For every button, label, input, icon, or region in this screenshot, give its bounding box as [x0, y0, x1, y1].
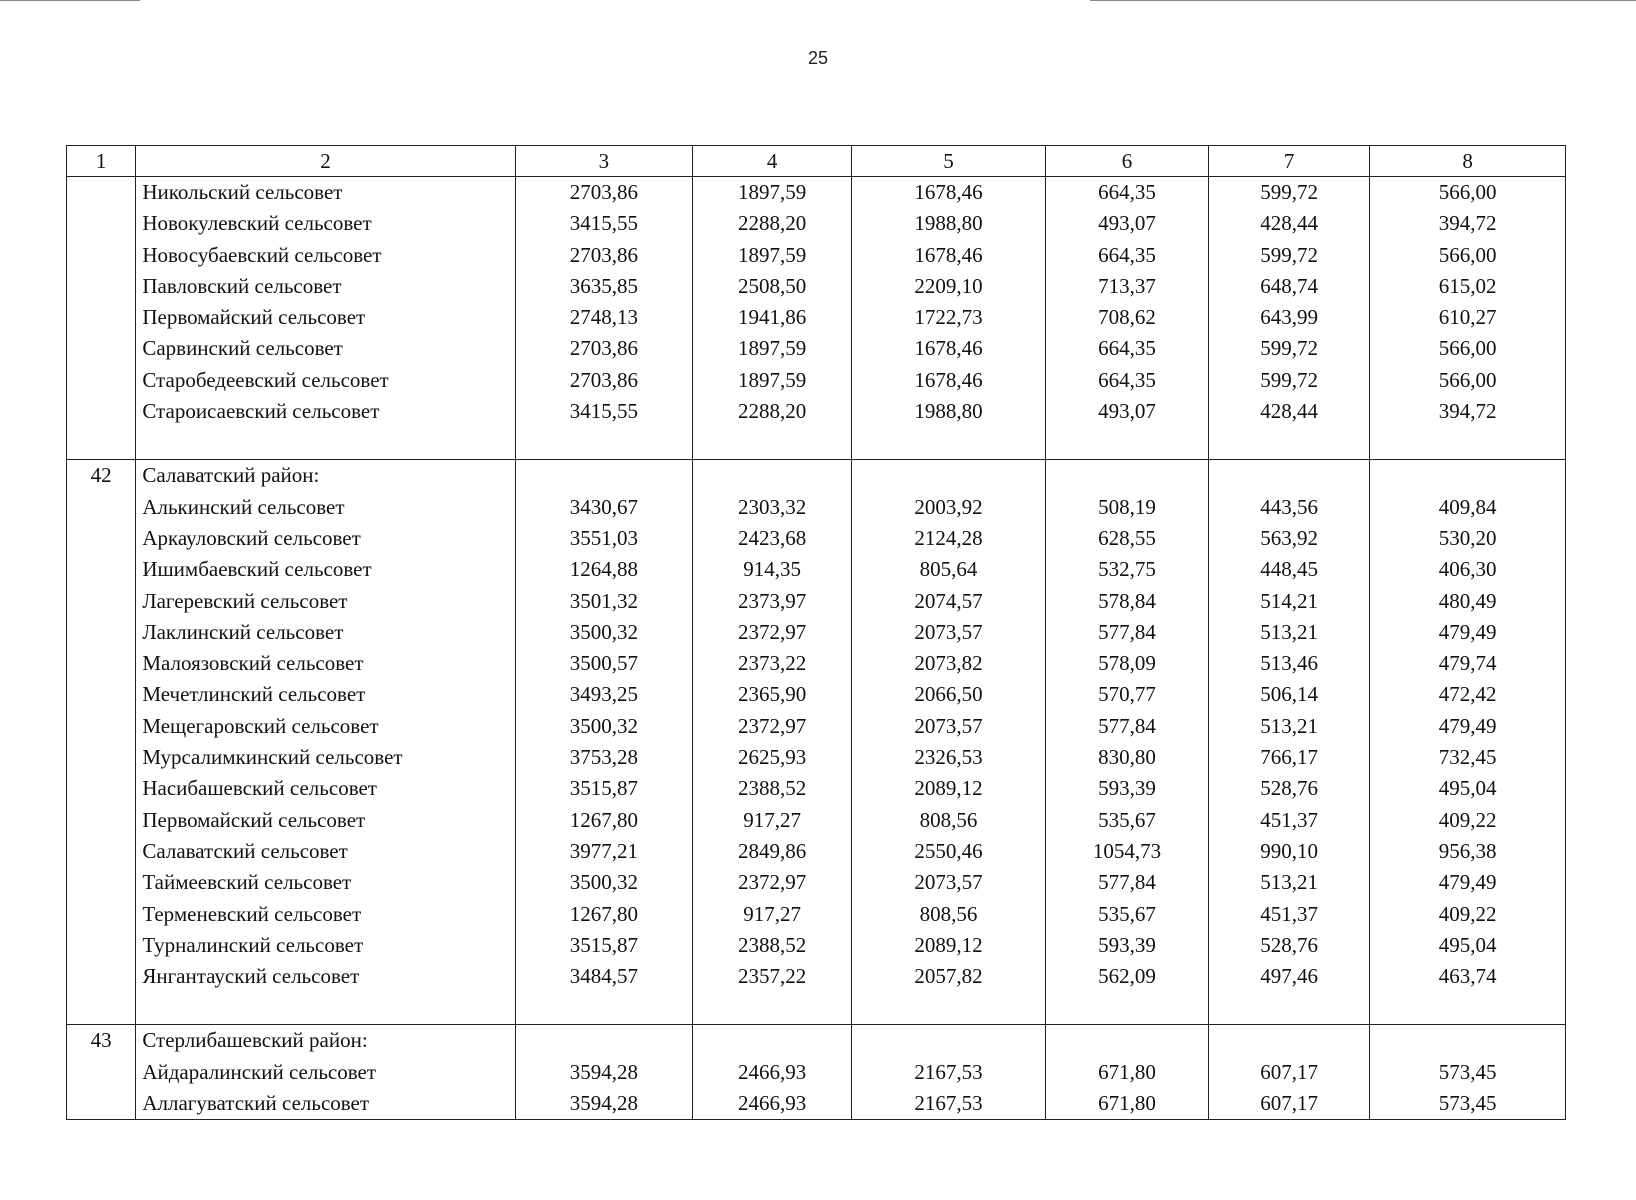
- value-col-6: 493,07: [1045, 396, 1208, 427]
- value-col-3: 1267,80: [515, 899, 692, 930]
- empty-cell: [1209, 427, 1370, 460]
- section-index: 42: [67, 460, 136, 492]
- value-col-5: 2167,53: [852, 1057, 1046, 1088]
- value-col-8: 394,72: [1370, 396, 1566, 427]
- value-col-7: 513,21: [1209, 617, 1370, 648]
- table-row: [67, 208, 1566, 239]
- empty-cell: [852, 427, 1046, 460]
- value-col-4: 1897,59: [693, 240, 852, 271]
- value-col-3: 3515,87: [515, 930, 692, 961]
- settlement-name: Староисаевский сельсовет: [136, 396, 515, 427]
- value-col-4: 1897,59: [693, 333, 852, 364]
- settlement-name: Насибашевский сельсовет: [136, 773, 515, 804]
- value-col-7: 514,21: [1209, 586, 1370, 617]
- value-col-5: 2124,28: [852, 523, 1046, 554]
- value-col-3: 3594,28: [515, 1088, 692, 1120]
- value-col-5: 1678,46: [852, 177, 1046, 209]
- row-index-cell: [67, 586, 136, 617]
- empty-cell: [1209, 1025, 1370, 1057]
- value-col-3: 2703,86: [515, 240, 692, 271]
- row-index-cell: [67, 899, 136, 930]
- value-col-7: 607,17: [1209, 1088, 1370, 1120]
- value-col-3: 3500,32: [515, 711, 692, 742]
- empty-cell: [1209, 460, 1370, 492]
- empty-cell: [1209, 992, 1370, 1025]
- value-col-6: 664,35: [1045, 333, 1208, 364]
- value-col-4: 2849,86: [693, 836, 852, 867]
- empty-cell: [67, 427, 136, 460]
- value-col-4: 2625,93: [693, 742, 852, 773]
- value-col-7: 648,74: [1209, 271, 1370, 302]
- row-index-cell: [67, 805, 136, 836]
- value-col-7: 599,72: [1209, 365, 1370, 396]
- value-col-3: 3500,57: [515, 648, 692, 679]
- column-header-8: 8: [1370, 146, 1566, 177]
- settlement-name: Аллагуватский сельсовет: [136, 1088, 515, 1120]
- value-col-7: 563,92: [1209, 523, 1370, 554]
- column-header-4: 4: [693, 146, 852, 177]
- row-index-cell: [67, 554, 136, 585]
- table-row: [67, 836, 1566, 867]
- settlement-name: Павловский сельсовет: [136, 271, 515, 302]
- value-col-8: 495,04: [1370, 773, 1566, 804]
- value-col-6: 671,80: [1045, 1057, 1208, 1088]
- table-row: [67, 899, 1566, 930]
- table-row: [67, 177, 1566, 209]
- section-title: Стерлибашевский район:: [136, 1025, 515, 1057]
- table-row: [67, 773, 1566, 804]
- value-col-5: 1722,73: [852, 302, 1046, 333]
- table-row: [67, 961, 1566, 992]
- value-col-4: 2466,93: [693, 1057, 852, 1088]
- settlement-name: Мечетлинский сельсовет: [136, 679, 515, 710]
- value-col-4: 1897,59: [693, 365, 852, 396]
- empty-cell: [693, 1025, 852, 1057]
- row-index-cell: [67, 271, 136, 302]
- value-col-3: 1264,88: [515, 554, 692, 585]
- value-col-5: 808,56: [852, 805, 1046, 836]
- table-row: [67, 930, 1566, 961]
- value-col-7: 428,44: [1209, 208, 1370, 239]
- value-col-3: 3493,25: [515, 679, 692, 710]
- value-col-6: 562,09: [1045, 961, 1208, 992]
- value-col-8: 615,02: [1370, 271, 1566, 302]
- value-col-3: 2748,13: [515, 302, 692, 333]
- value-col-8: 956,38: [1370, 836, 1566, 867]
- value-col-5: 2209,10: [852, 271, 1046, 302]
- settlement-name: Старобедеевский сельсовет: [136, 365, 515, 396]
- value-col-3: 3594,28: [515, 1057, 692, 1088]
- value-col-7: 607,17: [1209, 1057, 1370, 1088]
- settlement-name: Малоязовский сельсовет: [136, 648, 515, 679]
- value-col-4: 2303,32: [693, 492, 852, 523]
- value-col-8: 573,45: [1370, 1088, 1566, 1120]
- settlement-name: Мурсалимкинский сельсовет: [136, 742, 515, 773]
- value-col-7: 990,10: [1209, 836, 1370, 867]
- value-col-4: 2288,20: [693, 396, 852, 427]
- row-index-cell: [67, 523, 136, 554]
- row-index-cell: [67, 396, 136, 427]
- empty-cell: [1370, 1025, 1566, 1057]
- value-col-8: 566,00: [1370, 240, 1566, 271]
- row-index-cell: [67, 867, 136, 898]
- value-col-7: 599,72: [1209, 333, 1370, 364]
- row-index-cell: [67, 333, 136, 364]
- settlement-name: Лагеревский сельсовет: [136, 586, 515, 617]
- value-col-8: 406,30: [1370, 554, 1566, 585]
- row-index-cell: [67, 208, 136, 239]
- value-col-3: 3753,28: [515, 742, 692, 773]
- value-col-4: 1941,86: [693, 302, 852, 333]
- value-col-5: 2074,57: [852, 586, 1046, 617]
- settlement-name: Первомайский сельсовет: [136, 805, 515, 836]
- row-index-cell: [67, 302, 136, 333]
- row-index-cell: [67, 365, 136, 396]
- value-col-6: 593,39: [1045, 930, 1208, 961]
- settlement-name: Новосубаевский сельсовет: [136, 240, 515, 271]
- settlement-name: Ишимбаевский сельсовет: [136, 554, 515, 585]
- value-col-4: 2466,93: [693, 1088, 852, 1120]
- value-col-3: 3551,03: [515, 523, 692, 554]
- table-row: [67, 271, 1566, 302]
- table-row: [67, 333, 1566, 364]
- value-col-5: 1678,46: [852, 365, 1046, 396]
- settlement-name: Таймеевский сельсовет: [136, 867, 515, 898]
- row-index-cell: [67, 177, 136, 209]
- value-col-7: 643,99: [1209, 302, 1370, 333]
- value-col-3: 3415,55: [515, 208, 692, 239]
- value-col-4: 917,27: [693, 899, 852, 930]
- value-col-4: 2423,68: [693, 523, 852, 554]
- value-col-6: 508,19: [1045, 492, 1208, 523]
- column-header-3: 3: [515, 146, 692, 177]
- value-col-4: 2288,20: [693, 208, 852, 239]
- value-col-3: 3635,85: [515, 271, 692, 302]
- value-col-8: 472,42: [1370, 679, 1566, 710]
- settlement-name: Янгантауский сельсовет: [136, 961, 515, 992]
- value-col-3: 3500,32: [515, 867, 692, 898]
- value-col-6: 830,80: [1045, 742, 1208, 773]
- settlement-name: Сарвинский сельсовет: [136, 333, 515, 364]
- value-col-5: 2073,82: [852, 648, 1046, 679]
- row-index-cell: [67, 648, 136, 679]
- scan-edge-line-right: [1090, 0, 1636, 1]
- value-col-8: 566,00: [1370, 177, 1566, 209]
- empty-cell: [136, 427, 515, 460]
- value-col-6: 535,67: [1045, 805, 1208, 836]
- table-row: [67, 586, 1566, 617]
- value-col-5: 2073,57: [852, 617, 1046, 648]
- section-title-row: [67, 460, 1566, 492]
- value-col-4: 2388,52: [693, 930, 852, 961]
- table-row: [67, 1088, 1566, 1120]
- value-col-8: 479,49: [1370, 617, 1566, 648]
- value-col-5: 2326,53: [852, 742, 1046, 773]
- value-col-3: 2703,86: [515, 365, 692, 396]
- empty-cell: [1045, 460, 1208, 492]
- value-col-6: 578,09: [1045, 648, 1208, 679]
- empty-cell: [852, 1025, 1046, 1057]
- empty-cell: [852, 460, 1046, 492]
- value-col-7: 528,76: [1209, 773, 1370, 804]
- data-table: [66, 145, 1566, 1120]
- settlement-name: Мещегаровский сельсовет: [136, 711, 515, 742]
- settlement-name: Терменевский сельсовет: [136, 899, 515, 930]
- empty-cell: [1370, 427, 1566, 460]
- table-row: [67, 617, 1566, 648]
- value-col-5: 1988,80: [852, 208, 1046, 239]
- value-col-5: 2089,12: [852, 773, 1046, 804]
- page-number: 25: [807, 48, 829, 68]
- value-col-7: 428,44: [1209, 396, 1370, 427]
- value-col-6: 664,35: [1045, 177, 1208, 209]
- settlement-name: Никольский сельсовет: [136, 177, 515, 209]
- value-col-6: 664,35: [1045, 365, 1208, 396]
- section-index: 43: [67, 1025, 136, 1057]
- empty-cell: [515, 460, 692, 492]
- table-row: [67, 302, 1566, 333]
- value-col-7: 497,46: [1209, 961, 1370, 992]
- value-col-6: 593,39: [1045, 773, 1208, 804]
- value-col-5: 2089,12: [852, 930, 1046, 961]
- value-col-8: 479,49: [1370, 867, 1566, 898]
- empty-cell: [1370, 460, 1566, 492]
- section-gap-row: [67, 427, 1566, 460]
- value-col-7: 513,46: [1209, 648, 1370, 679]
- value-col-8: 530,20: [1370, 523, 1566, 554]
- empty-cell: [693, 427, 852, 460]
- row-index-cell: [67, 1088, 136, 1120]
- value-col-8: 479,49: [1370, 711, 1566, 742]
- value-col-5: 2073,57: [852, 711, 1046, 742]
- empty-cell: [693, 992, 852, 1025]
- settlement-name: Лаклинский сельсовет: [136, 617, 515, 648]
- empty-cell: [136, 992, 515, 1025]
- table-row: [67, 805, 1566, 836]
- value-col-7: 451,37: [1209, 899, 1370, 930]
- value-col-7: 451,37: [1209, 805, 1370, 836]
- section-gap-row: [67, 992, 1566, 1025]
- value-col-6: 570,77: [1045, 679, 1208, 710]
- value-col-5: 2550,46: [852, 836, 1046, 867]
- value-col-7: 513,21: [1209, 867, 1370, 898]
- value-col-5: 805,64: [852, 554, 1046, 585]
- row-index-cell: [67, 617, 136, 648]
- header-row: [67, 146, 1566, 177]
- empty-cell: [515, 992, 692, 1025]
- value-col-5: 1678,46: [852, 333, 1046, 364]
- value-col-8: 573,45: [1370, 1057, 1566, 1088]
- value-col-3: 3484,57: [515, 961, 692, 992]
- value-col-8: 409,84: [1370, 492, 1566, 523]
- settlement-name: Первомайский сельсовет: [136, 302, 515, 333]
- value-col-3: 3500,32: [515, 617, 692, 648]
- value-col-6: 671,80: [1045, 1088, 1208, 1120]
- table-row: [67, 554, 1566, 585]
- value-col-8: 495,04: [1370, 930, 1566, 961]
- value-col-5: 2073,57: [852, 867, 1046, 898]
- value-col-5: 2167,53: [852, 1088, 1046, 1120]
- value-col-8: 463,74: [1370, 961, 1566, 992]
- value-col-6: 577,84: [1045, 711, 1208, 742]
- value-col-4: 2357,22: [693, 961, 852, 992]
- row-index-cell: [67, 492, 136, 523]
- table-row: [67, 648, 1566, 679]
- value-col-4: 914,35: [693, 554, 852, 585]
- table-row: [67, 679, 1566, 710]
- column-header-2: 2: [136, 146, 515, 177]
- value-col-6: 713,37: [1045, 271, 1208, 302]
- value-col-4: 2372,97: [693, 711, 852, 742]
- value-col-4: 1897,59: [693, 177, 852, 209]
- column-header-5: 5: [852, 146, 1046, 177]
- value-col-6: 1054,73: [1045, 836, 1208, 867]
- value-col-4: 2373,97: [693, 586, 852, 617]
- value-col-3: 3415,55: [515, 396, 692, 427]
- section-title-row: [67, 1025, 1566, 1057]
- table-row: [67, 396, 1566, 427]
- empty-cell: [852, 992, 1046, 1025]
- value-col-4: 2373,22: [693, 648, 852, 679]
- value-col-4: 2508,50: [693, 271, 852, 302]
- empty-cell: [515, 1025, 692, 1057]
- settlement-name: Айдаралинский сельсовет: [136, 1057, 515, 1088]
- value-col-6: 578,84: [1045, 586, 1208, 617]
- empty-cell: [67, 992, 136, 1025]
- value-col-8: 409,22: [1370, 899, 1566, 930]
- value-col-4: 2388,52: [693, 773, 852, 804]
- row-index-cell: [67, 1057, 136, 1088]
- row-index-cell: [67, 930, 136, 961]
- value-col-3: 3501,32: [515, 586, 692, 617]
- row-index-cell: [67, 240, 136, 271]
- value-col-7: 506,14: [1209, 679, 1370, 710]
- value-col-6: 577,84: [1045, 617, 1208, 648]
- empty-cell: [1045, 1025, 1208, 1057]
- table-row: [67, 365, 1566, 396]
- value-col-5: 1988,80: [852, 396, 1046, 427]
- settlement-name: Аркауловский сельсовет: [136, 523, 515, 554]
- value-col-5: 808,56: [852, 899, 1046, 930]
- value-col-8: 566,00: [1370, 333, 1566, 364]
- row-index-cell: [67, 836, 136, 867]
- value-col-6: 628,55: [1045, 523, 1208, 554]
- value-col-8: 409,22: [1370, 805, 1566, 836]
- value-col-7: 513,21: [1209, 711, 1370, 742]
- table-row: [67, 711, 1566, 742]
- value-col-6: 493,07: [1045, 208, 1208, 239]
- table-row: [67, 523, 1566, 554]
- value-col-5: 2057,82: [852, 961, 1046, 992]
- value-col-6: 577,84: [1045, 867, 1208, 898]
- value-col-8: 479,74: [1370, 648, 1566, 679]
- value-col-5: 2066,50: [852, 679, 1046, 710]
- value-col-6: 535,67: [1045, 899, 1208, 930]
- row-index-cell: [67, 711, 136, 742]
- empty-cell: [1370, 992, 1566, 1025]
- value-col-3: 1267,80: [515, 805, 692, 836]
- value-col-4: 917,27: [693, 805, 852, 836]
- table-row: [67, 742, 1566, 773]
- row-index-cell: [67, 773, 136, 804]
- table-row: [67, 1057, 1566, 1088]
- value-col-3: 2703,86: [515, 333, 692, 364]
- value-col-7: 448,45: [1209, 554, 1370, 585]
- value-col-3: 3977,21: [515, 836, 692, 867]
- value-col-7: 599,72: [1209, 240, 1370, 271]
- value-col-3: 3515,87: [515, 773, 692, 804]
- settlement-name: Новокулевский сельсовет: [136, 208, 515, 239]
- value-col-3: 3430,67: [515, 492, 692, 523]
- row-index-cell: [67, 742, 136, 773]
- table-row: [67, 492, 1566, 523]
- value-col-8: 566,00: [1370, 365, 1566, 396]
- column-header-1: 1: [67, 146, 136, 177]
- row-index-cell: [67, 961, 136, 992]
- value-col-7: 528,76: [1209, 930, 1370, 961]
- row-index-cell: [67, 679, 136, 710]
- settlement-name: Турналинский сельсовет: [136, 930, 515, 961]
- value-col-8: 394,72: [1370, 208, 1566, 239]
- column-header-7: 7: [1209, 146, 1370, 177]
- empty-cell: [1045, 427, 1208, 460]
- value-col-6: 664,35: [1045, 240, 1208, 271]
- value-col-4: 2372,97: [693, 617, 852, 648]
- table-row: [67, 240, 1566, 271]
- value-col-6: 532,75: [1045, 554, 1208, 585]
- scan-edge-line-left: [0, 0, 140, 1]
- value-col-8: 732,45: [1370, 742, 1566, 773]
- value-col-4: 2365,90: [693, 679, 852, 710]
- column-header-6: 6: [1045, 146, 1208, 177]
- value-col-6: 708,62: [1045, 302, 1208, 333]
- value-col-7: 766,17: [1209, 742, 1370, 773]
- value-col-3: 2703,86: [515, 177, 692, 209]
- settlement-name: Салаватский сельсовет: [136, 836, 515, 867]
- section-title: Салаватский район:: [136, 460, 515, 492]
- value-col-8: 480,49: [1370, 586, 1566, 617]
- value-col-5: 2003,92: [852, 492, 1046, 523]
- empty-cell: [693, 460, 852, 492]
- value-col-7: 443,56: [1209, 492, 1370, 523]
- value-col-7: 599,72: [1209, 177, 1370, 209]
- empty-cell: [1045, 992, 1208, 1025]
- table-row: [67, 867, 1566, 898]
- value-col-8: 610,27: [1370, 302, 1566, 333]
- settlement-name: Алькинский сельсовет: [136, 492, 515, 523]
- value-col-4: 2372,97: [693, 867, 852, 898]
- value-col-5: 1678,46: [852, 240, 1046, 271]
- empty-cell: [515, 427, 692, 460]
